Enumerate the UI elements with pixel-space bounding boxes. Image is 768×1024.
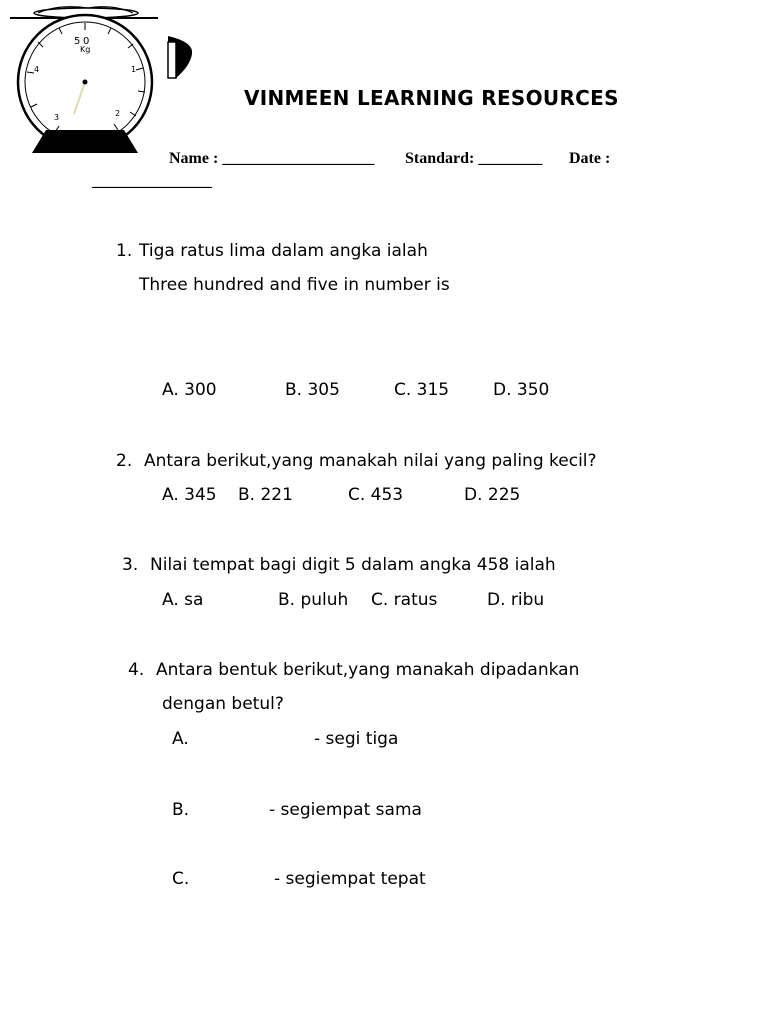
question-2-option-b[interactable]: B. 221 xyxy=(238,485,293,505)
question-3-option-d[interactable]: D. ribu xyxy=(487,590,545,610)
date-field-line: _______________ xyxy=(92,173,212,190)
page-title: VINMEEN LEARNING RESOURCES xyxy=(244,86,619,110)
question-2-option-c[interactable]: C. 453 xyxy=(348,485,404,505)
weighing-scale-image xyxy=(8,2,198,156)
scale-number-3: 3 xyxy=(54,113,60,122)
question-4-option-c-text: - segiempat tepat xyxy=(274,869,426,889)
question-1-option-c[interactable]: C. 315 xyxy=(394,380,450,400)
question-1-option-d[interactable]: D. 350 xyxy=(493,380,550,400)
question-2-text: Antara berikut,yang manakah nilai yang paling kecil? xyxy=(144,451,597,471)
question-4-option-a-text: - segi tiga xyxy=(314,729,399,749)
question-1-text-english: Three hundred and five in number is xyxy=(139,275,450,295)
question-1-option-a[interactable]: A. 300 xyxy=(162,380,217,400)
question-2-number: 2. xyxy=(116,451,133,471)
standard-field-label: Standard: ________ xyxy=(405,150,543,167)
question-3-option-c[interactable]: C. ratus xyxy=(371,590,438,610)
question-4-option-b-letter[interactable]: B. xyxy=(172,800,190,820)
scale-number-1: 1 xyxy=(131,65,137,74)
question-3-option-a[interactable]: A. sa xyxy=(162,590,204,610)
question-3-text: Nilai tempat bagi digit 5 dalam angka 458 ialah xyxy=(150,555,556,575)
question-4-number: 4. xyxy=(128,660,145,680)
scale-number-5: 5 xyxy=(74,36,81,47)
question-3-option-b[interactable]: B. puluh xyxy=(278,590,349,610)
question-1-text: Tiga ratus lima dalam angka ialah xyxy=(139,241,428,261)
question-4-option-b-text: - segiempat sama xyxy=(269,800,422,820)
question-1-number: 1. xyxy=(116,241,133,261)
question-4-option-c-letter[interactable]: C. xyxy=(172,869,190,889)
question-4-text-continued: dengan betul? xyxy=(162,694,284,714)
date-field-label: Date : xyxy=(569,150,611,167)
question-1-option-b[interactable]: B. 305 xyxy=(285,380,340,400)
scale-number-0: 0 xyxy=(83,36,90,47)
name-field-label: Name : ___________________ xyxy=(169,150,375,167)
question-4-option-a-letter[interactable]: A. xyxy=(172,729,189,749)
question-2-option-a[interactable]: A. 345 xyxy=(162,485,217,505)
scale-number-2: 2 xyxy=(115,109,121,118)
question-2-option-d[interactable]: D. 225 xyxy=(464,485,521,505)
question-4-text: Antara bentuk berikut,yang manakah dipadankan xyxy=(156,660,580,680)
scale-unit: Kg xyxy=(80,45,91,54)
scale-number-4: 4 xyxy=(34,65,40,74)
question-3-number: 3. xyxy=(122,555,139,575)
